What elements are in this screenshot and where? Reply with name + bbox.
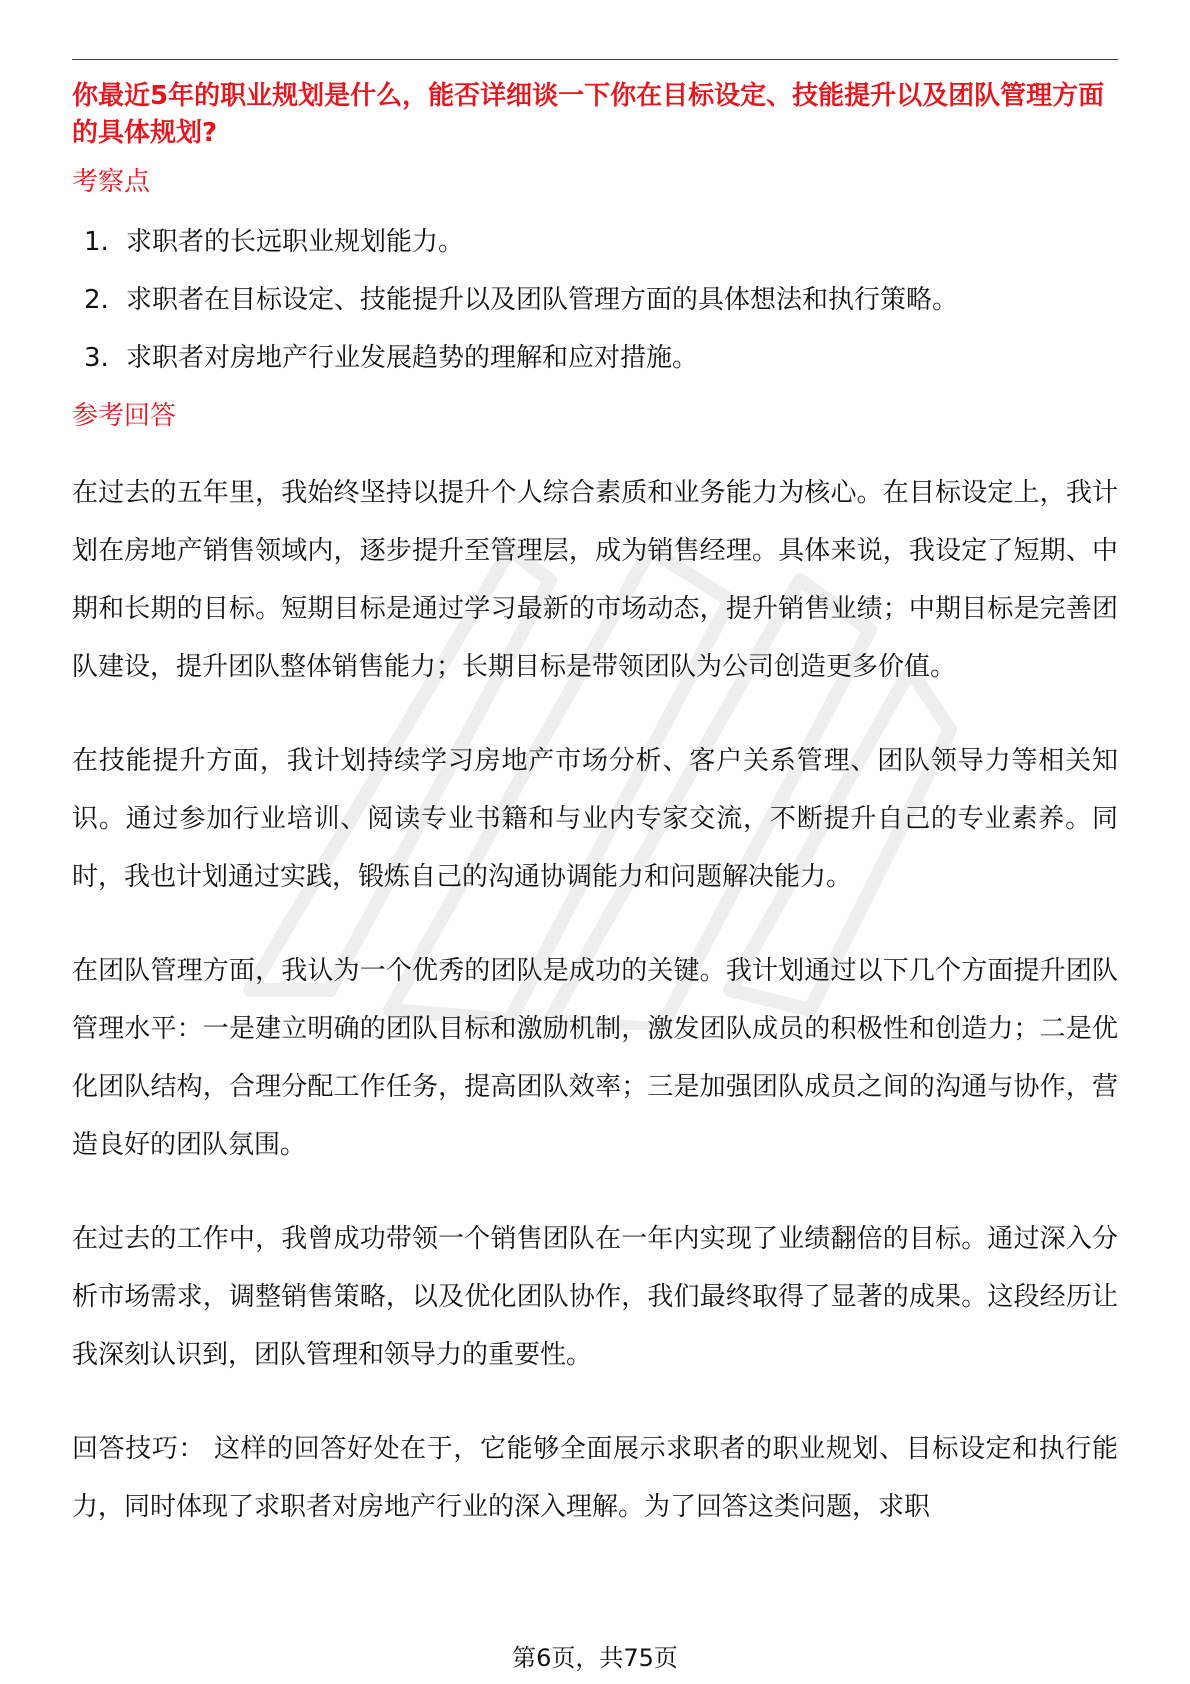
answer-paragraph: 在过去的五年里，我始终坚持以提升个人综合素质和业务能力为核心。在目标设定上，我计划在房地产销售领域内，逐步提升至管理层，成为销售经理。具体来说，我设定了短期、中期和长期的目标。短期目标是通过学习最新的市场动态，提升销售业绩；中期目标是完善团队建设，提升团队整体销售能力；长期目标是带领团队为公司创造更多价值。 bbox=[72, 478, 1118, 682]
answer-heading: 参考回答 bbox=[72, 401, 177, 431]
question-title: 你最近5年的职业规划是什么，能否详细谈一下你在目标设定、技能提升以及团队管理方面的具体规划? bbox=[72, 81, 1105, 148]
points-heading: 考察点 bbox=[72, 167, 151, 197]
answer-paragraph: 在过去的工作中，我曾成功带领一个销售团队在一年内实现了业绩翻倍的目标。通过深入分析市场需求，调整销售策略，以及优化团队协作，我们最终取得了显著的成果。这段经历让我深刻认识到，团队管理和领导力的重要性。 bbox=[72, 1224, 1118, 1370]
answer-paragraph: 在团队管理方面，我认为一个优秀的团队是成功的关键。我计划通过以下几个方面提升团队管理水平：一是建立明确的团队目标和激励机制，激发团队成员的积极性和创造力；二是优化团队结构，合理分配工作任务，提高团队效率；三是加强团队成员之间的沟通与协作，营造良好的团队氛围。 bbox=[72, 956, 1118, 1160]
answer-tips-paragraph: 回答技巧： 这样的回答好处在于，它能够全面展示求职者的职业规划、目标设定和执行能力，同时体现了求职者对房地产行业的深入理解。为了回答这类问题，求职 bbox=[72, 1434, 1118, 1522]
list-item-text: 求职者的长远职业规划能力。 bbox=[126, 227, 465, 257]
list-item bbox=[72, 224, 1118, 260]
list-item bbox=[72, 282, 1118, 318]
list-number: 3. bbox=[84, 343, 109, 373]
page-content bbox=[72, 78, 1118, 1536]
top-rule bbox=[72, 59, 1118, 60]
list-item-text: 求职者对房地产行业发展趋势的理解和应对措施。 bbox=[126, 343, 699, 373]
answer-paragraph: 在技能提升方面，我计划持续学习房地产市场分析、客户关系管理、团队领导力等相关知识。通过参加行业培训、阅读专业书籍和与业内专家交流，不断提升自己的专业素养。同时，我也计划通过实践，锻炼自己的沟通协调能力和问题解决能力。 bbox=[72, 746, 1118, 892]
list-number: 2. bbox=[84, 285, 109, 315]
list-item bbox=[72, 340, 1118, 376]
page-footer: 第6页，共75页 bbox=[512, 1644, 678, 1672]
list-item-text: 求职者在目标设定、技能提升以及团队管理方面的具体想法和执行策略。 bbox=[126, 285, 959, 315]
points-list bbox=[72, 224, 1118, 376]
list-number: 1. bbox=[84, 227, 109, 257]
